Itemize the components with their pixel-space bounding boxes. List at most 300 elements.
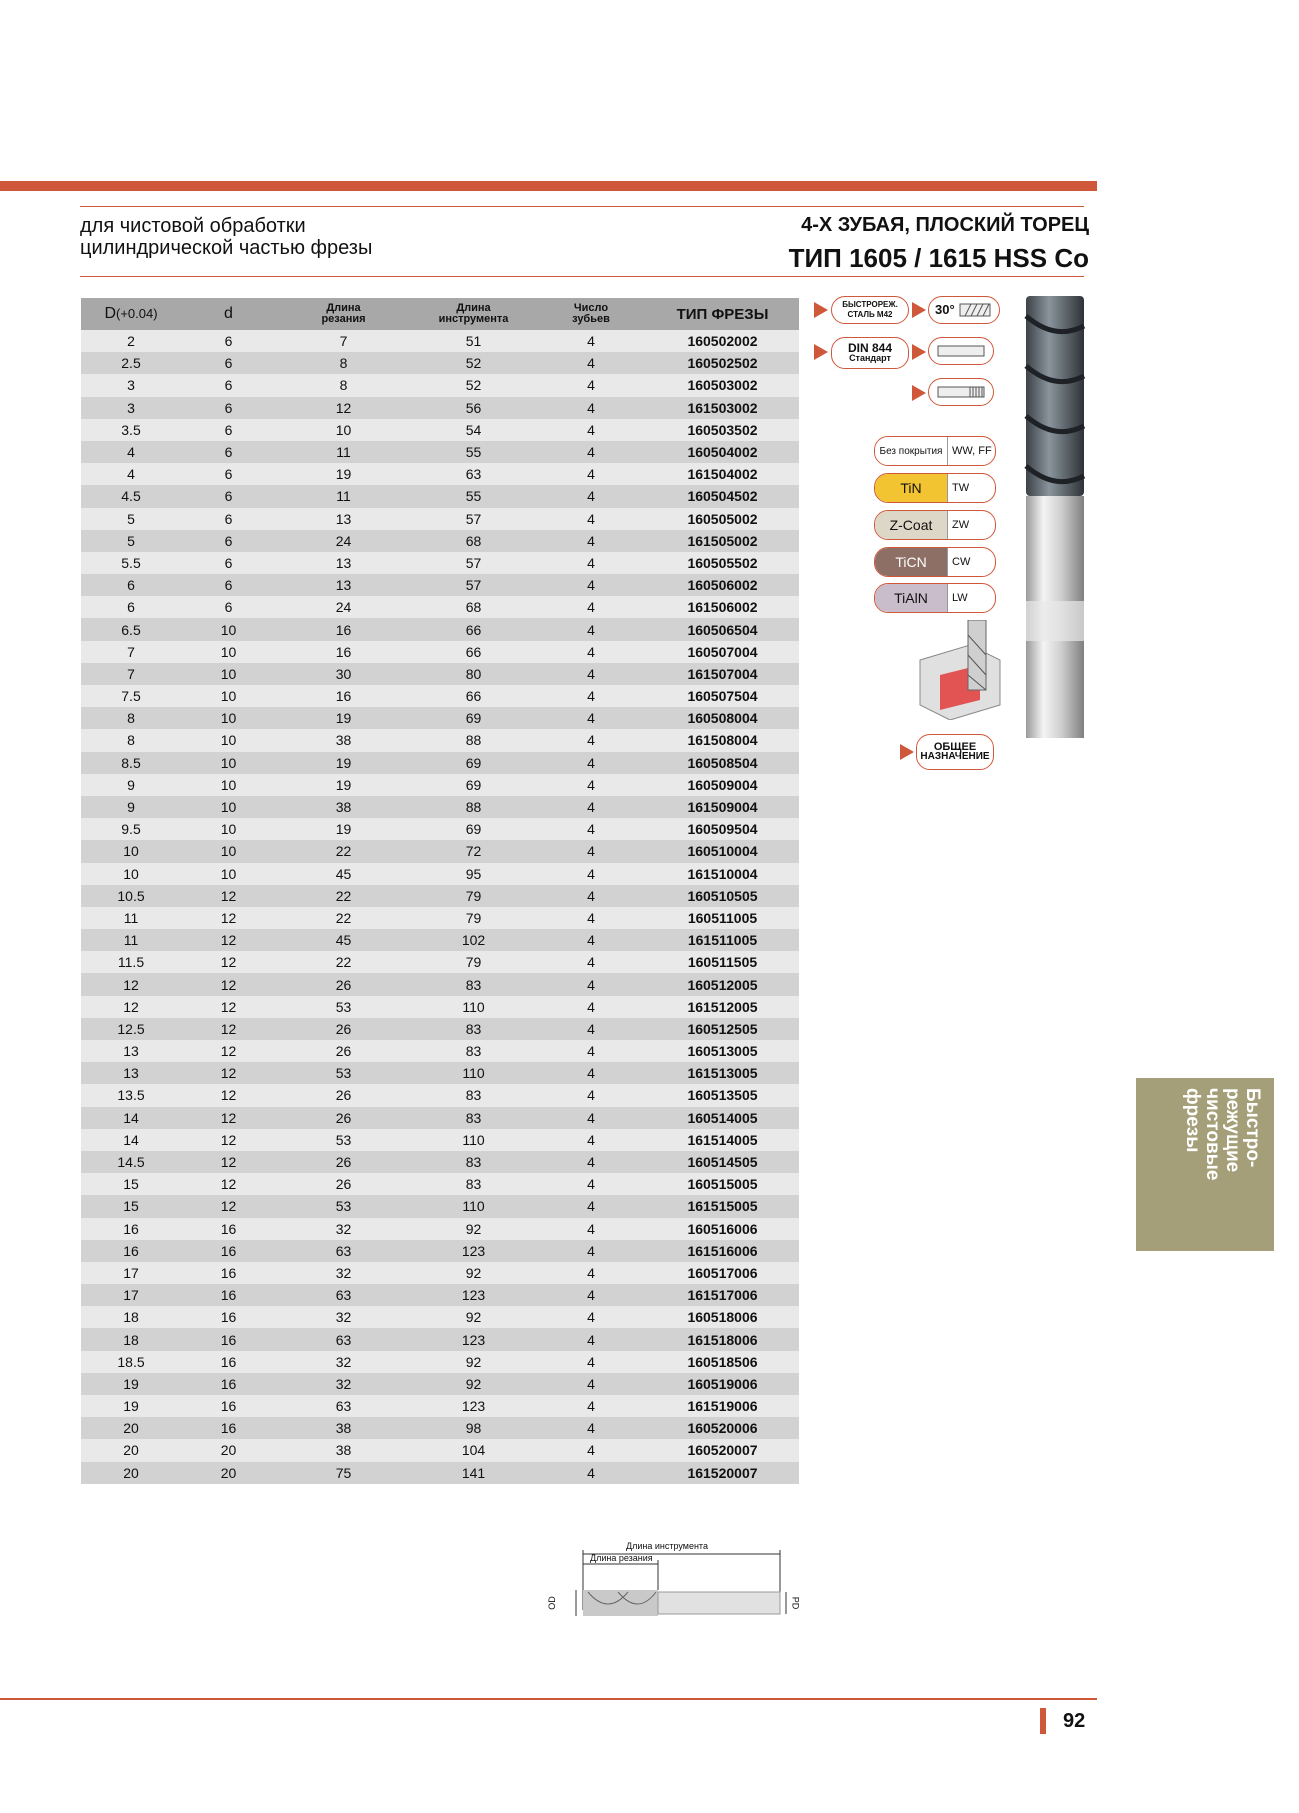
cell-type-code: 160510505 bbox=[646, 885, 799, 907]
cell-tool-length: 92 bbox=[411, 1373, 536, 1395]
cell-type-code: 160509004 bbox=[646, 774, 799, 796]
cell-cut-length: 10 bbox=[276, 419, 411, 441]
cell-d: 6 bbox=[181, 508, 276, 530]
cell-D: 3.5 bbox=[81, 419, 181, 441]
cell-d: 6 bbox=[181, 530, 276, 552]
plain-shank-icon bbox=[936, 343, 986, 359]
top-accent-bar bbox=[0, 181, 1097, 191]
cell-D: 8 bbox=[81, 729, 181, 751]
cell-type-code: 160502502 bbox=[646, 352, 799, 374]
cell-d: 12 bbox=[181, 951, 276, 973]
cell-d: 10 bbox=[181, 863, 276, 885]
table-row bbox=[81, 973, 799, 995]
cell-type-code: 160506504 bbox=[646, 618, 799, 640]
cell-D: 5.5 bbox=[81, 552, 181, 574]
cell-teeth: 4 bbox=[536, 552, 646, 574]
cell-type-code: 161514005 bbox=[646, 1129, 799, 1151]
cell-D: 18 bbox=[81, 1328, 181, 1350]
cell-d: 6 bbox=[181, 485, 276, 507]
table-row bbox=[81, 685, 799, 707]
cell-cut-length: 16 bbox=[276, 685, 411, 707]
table-row bbox=[81, 1107, 799, 1129]
cell-d: 20 bbox=[181, 1462, 276, 1484]
cell-D: 13.5 bbox=[81, 1084, 181, 1106]
cell-type-code: 160504002 bbox=[646, 441, 799, 463]
cell-cut-length: 38 bbox=[276, 729, 411, 751]
cell-type-code: 161506002 bbox=[646, 596, 799, 618]
cell-cut-length: 26 bbox=[276, 1107, 411, 1129]
cell-cut-length: 38 bbox=[276, 1439, 411, 1461]
cell-tool-length: 83 bbox=[411, 973, 536, 995]
table-row bbox=[81, 508, 799, 530]
cell-d: 12 bbox=[181, 929, 276, 951]
cell-teeth: 4 bbox=[536, 397, 646, 419]
cell-tool-length: 98 bbox=[411, 1417, 536, 1439]
cell-d: 10 bbox=[181, 707, 276, 729]
cell-D: 9 bbox=[81, 774, 181, 796]
cell-tool-length: 123 bbox=[411, 1328, 536, 1350]
cell-type-code: 160514505 bbox=[646, 1151, 799, 1173]
table-row bbox=[81, 1173, 799, 1195]
cell-tool-length: 110 bbox=[411, 1062, 536, 1084]
cell-type-code: 161508004 bbox=[646, 729, 799, 751]
cell-cut-length: 63 bbox=[276, 1240, 411, 1262]
cell-type-code: 160503502 bbox=[646, 419, 799, 441]
cell-d: 10 bbox=[181, 752, 276, 774]
table-row bbox=[81, 729, 799, 751]
table-row bbox=[81, 463, 799, 485]
cell-teeth: 4 bbox=[536, 508, 646, 530]
cell-teeth: 4 bbox=[536, 352, 646, 374]
cell-type-code: 160513505 bbox=[646, 1084, 799, 1106]
shank-thread-badge bbox=[928, 378, 994, 406]
section-side-tab bbox=[1136, 1078, 1274, 1251]
table-row bbox=[81, 951, 799, 973]
cell-D: 9.5 bbox=[81, 818, 181, 840]
cell-teeth: 4 bbox=[536, 374, 646, 396]
cell-type-code: 160513005 bbox=[646, 1040, 799, 1062]
cell-teeth: 4 bbox=[536, 1084, 646, 1106]
coating-name: TiN bbox=[875, 474, 947, 502]
side-tab-label: Быстро- режущие чистовые фрезы bbox=[1182, 1088, 1263, 1181]
cell-d: 6 bbox=[181, 352, 276, 374]
cell-cut-length: 26 bbox=[276, 973, 411, 995]
cell-teeth: 4 bbox=[536, 1151, 646, 1173]
cell-cut-length: 19 bbox=[276, 707, 411, 729]
cell-d: 6 bbox=[181, 596, 276, 618]
cell-teeth: 4 bbox=[536, 707, 646, 729]
cell-teeth: 4 bbox=[536, 1351, 646, 1373]
cell-teeth: 4 bbox=[536, 1018, 646, 1040]
cell-type-code: 160507004 bbox=[646, 641, 799, 663]
cell-type-code: 160517006 bbox=[646, 1262, 799, 1284]
cell-d: 12 bbox=[181, 1084, 276, 1106]
cell-type-code: 160506002 bbox=[646, 574, 799, 596]
cell-teeth: 4 bbox=[536, 1306, 646, 1328]
table-row bbox=[81, 441, 799, 463]
cell-d: 10 bbox=[181, 685, 276, 707]
cell-teeth: 4 bbox=[536, 574, 646, 596]
cell-teeth: 4 bbox=[536, 1462, 646, 1484]
table-row bbox=[81, 1351, 799, 1373]
table-row bbox=[81, 996, 799, 1018]
table-header-row bbox=[81, 298, 799, 330]
cell-cut-length: 53 bbox=[276, 1195, 411, 1217]
header-rule-bottom bbox=[80, 276, 1084, 277]
header-rule-top bbox=[80, 206, 1084, 207]
cell-type-code: 160516006 bbox=[646, 1218, 799, 1240]
cell-teeth: 4 bbox=[536, 840, 646, 862]
cell-cut-length: 16 bbox=[276, 618, 411, 640]
table-row bbox=[81, 485, 799, 507]
cell-tool-length: 52 bbox=[411, 352, 536, 374]
shank-plain-badge bbox=[928, 337, 994, 365]
cell-D: 10 bbox=[81, 840, 181, 862]
cell-cut-length: 45 bbox=[276, 929, 411, 951]
cell-tool-length: 92 bbox=[411, 1262, 536, 1284]
cell-tool-length: 123 bbox=[411, 1240, 536, 1262]
table-row bbox=[81, 796, 799, 818]
cell-D: 12 bbox=[81, 996, 181, 1018]
cell-cut-length: 63 bbox=[276, 1328, 411, 1350]
page-number: 92 bbox=[1063, 1710, 1086, 1732]
cut-length-label: Длина резания bbox=[590, 1553, 653, 1563]
cell-cut-length: 13 bbox=[276, 508, 411, 530]
cell-teeth: 4 bbox=[536, 596, 646, 618]
cell-D: 7.5 bbox=[81, 685, 181, 707]
cell-cut-length: 12 bbox=[276, 397, 411, 419]
cell-type-code: 161518006 bbox=[646, 1328, 799, 1350]
cell-cut-length: 32 bbox=[276, 1351, 411, 1373]
cell-type-code: 160512005 bbox=[646, 973, 799, 995]
cell-d: 16 bbox=[181, 1373, 276, 1395]
cell-D: 10.5 bbox=[81, 885, 181, 907]
cell-D: 11.5 bbox=[81, 951, 181, 973]
cell-D: 13 bbox=[81, 1062, 181, 1084]
cell-type-code: 160505502 bbox=[646, 552, 799, 574]
cell-teeth: 4 bbox=[536, 1328, 646, 1350]
table-row bbox=[81, 1328, 799, 1350]
cell-type-code: 160503002 bbox=[646, 374, 799, 396]
cell-type-code: 160514005 bbox=[646, 1107, 799, 1129]
cell-type-code: 161511005 bbox=[646, 929, 799, 951]
table-row bbox=[81, 1195, 799, 1217]
cell-d: 12 bbox=[181, 1062, 276, 1084]
title-line-1: 4-Х ЗУБАЯ, ПЛОСКИЙ ТОРЕЦ bbox=[801, 214, 1089, 236]
cell-type-code: 161507004 bbox=[646, 663, 799, 685]
col-header-type: ТИП ФРЕЗЫ bbox=[646, 298, 799, 330]
cell-d: 10 bbox=[181, 663, 276, 685]
cell-type-code: 161513005 bbox=[646, 1062, 799, 1084]
cell-tool-length: 68 bbox=[411, 596, 536, 618]
cell-tool-length: 69 bbox=[411, 774, 536, 796]
cell-d: 16 bbox=[181, 1306, 276, 1328]
cell-D: 3 bbox=[81, 397, 181, 419]
cell-cut-length: 32 bbox=[276, 1218, 411, 1240]
helix-30-badge bbox=[928, 296, 1000, 324]
cell-d: 16 bbox=[181, 1351, 276, 1373]
cell-cut-length: 63 bbox=[276, 1284, 411, 1306]
table-row bbox=[81, 397, 799, 419]
cell-type-code: 161510004 bbox=[646, 863, 799, 885]
cell-teeth: 4 bbox=[536, 796, 646, 818]
cell-cut-length: 53 bbox=[276, 1062, 411, 1084]
dimension-diagram bbox=[548, 1550, 801, 1630]
table-row bbox=[81, 330, 799, 352]
thread-arrow-icon bbox=[912, 385, 926, 401]
table-row bbox=[81, 419, 799, 441]
cell-D: 12.5 bbox=[81, 1018, 181, 1040]
cell-type-code: 161517006 bbox=[646, 1284, 799, 1306]
cell-d: 6 bbox=[181, 397, 276, 419]
cell-cut-length: 32 bbox=[276, 1306, 411, 1328]
cell-tool-length: 95 bbox=[411, 863, 536, 885]
cell-d: 12 bbox=[181, 907, 276, 929]
cell-tool-length: 79 bbox=[411, 907, 536, 929]
cell-type-code: 160511005 bbox=[646, 907, 799, 929]
cell-cut-length: 30 bbox=[276, 663, 411, 685]
cell-tool-length: 104 bbox=[411, 1439, 536, 1461]
footer-rule bbox=[0, 1698, 1097, 1700]
cell-teeth: 4 bbox=[536, 685, 646, 707]
cell-D: 16 bbox=[81, 1218, 181, 1240]
coating-code: TW bbox=[947, 474, 995, 502]
cell-cut-length: 16 bbox=[276, 641, 411, 663]
table-row bbox=[81, 907, 799, 929]
cell-d: 12 bbox=[181, 1040, 276, 1062]
cell-tool-length: 79 bbox=[411, 951, 536, 973]
cell-d: 6 bbox=[181, 374, 276, 396]
coating-name: TiAlN bbox=[875, 584, 947, 612]
cell-teeth: 4 bbox=[536, 774, 646, 796]
cell-d: 12 bbox=[181, 1195, 276, 1217]
col-header-tool-length: Длина инструмента bbox=[411, 298, 536, 330]
cell-cut-length: 24 bbox=[276, 596, 411, 618]
cell-D: 18 bbox=[81, 1306, 181, 1328]
table-row bbox=[81, 663, 799, 685]
din-arrow-icon bbox=[814, 344, 828, 360]
cell-d: 6 bbox=[181, 463, 276, 485]
cell-D: 2.5 bbox=[81, 352, 181, 374]
cell-D: 13 bbox=[81, 1040, 181, 1062]
cell-cut-length: 8 bbox=[276, 374, 411, 396]
cell-type-code: 161503002 bbox=[646, 397, 799, 419]
cell-d: 16 bbox=[181, 1218, 276, 1240]
cell-D: 14 bbox=[81, 1129, 181, 1151]
table-body bbox=[81, 330, 799, 1484]
cell-tool-length: 69 bbox=[411, 707, 536, 729]
cell-teeth: 4 bbox=[536, 618, 646, 640]
cell-teeth: 4 bbox=[536, 1173, 646, 1195]
cell-teeth: 4 bbox=[536, 463, 646, 485]
table-row bbox=[81, 1439, 799, 1461]
cell-teeth: 4 bbox=[536, 1218, 646, 1240]
cell-cut-length: 26 bbox=[276, 1084, 411, 1106]
cell-type-code: 160509504 bbox=[646, 818, 799, 840]
cell-tool-length: 83 bbox=[411, 1018, 536, 1040]
helix-angle-label: 30° bbox=[935, 302, 955, 317]
table-row bbox=[81, 1373, 799, 1395]
cell-D: 8 bbox=[81, 707, 181, 729]
cell-D: 14.5 bbox=[81, 1151, 181, 1173]
cell-d: 12 bbox=[181, 1173, 276, 1195]
cell-tool-length: 57 bbox=[411, 574, 536, 596]
cell-type-code: 160502002 bbox=[646, 330, 799, 352]
cell-d: 6 bbox=[181, 552, 276, 574]
coating-code: ZW bbox=[947, 511, 995, 539]
cell-cut-length: 26 bbox=[276, 1151, 411, 1173]
hss-arrow-icon bbox=[814, 302, 828, 318]
coating-name: Z-Coat bbox=[875, 511, 947, 539]
cell-D: 12 bbox=[81, 973, 181, 995]
cell-teeth: 4 bbox=[536, 907, 646, 929]
cell-tool-length: 88 bbox=[411, 729, 536, 751]
cell-cut-length: 22 bbox=[276, 885, 411, 907]
cell-D: 19 bbox=[81, 1395, 181, 1417]
cell-D: 16 bbox=[81, 1240, 181, 1262]
col-header-D: D(+0.04) bbox=[81, 298, 181, 330]
cell-d: 16 bbox=[181, 1417, 276, 1439]
cell-cut-length: 63 bbox=[276, 1395, 411, 1417]
page-number-marker bbox=[1040, 1708, 1046, 1734]
table-row bbox=[81, 1284, 799, 1306]
shank-arrow-icon bbox=[912, 344, 926, 360]
cell-tool-length: 83 bbox=[411, 1084, 536, 1106]
cell-D: 18.5 bbox=[81, 1351, 181, 1373]
cell-D: 4 bbox=[81, 463, 181, 485]
hss-m42-badge: БЫСТРОРЕЖ. СТАЛЬ M42 bbox=[831, 296, 909, 324]
cell-teeth: 4 bbox=[536, 1062, 646, 1084]
cell-type-code: 160508004 bbox=[646, 707, 799, 729]
table-row bbox=[81, 1306, 799, 1328]
cell-type-code: 160510004 bbox=[646, 840, 799, 862]
coating-name: TiCN bbox=[875, 548, 947, 576]
coating-item bbox=[874, 510, 996, 540]
cell-d: 10 bbox=[181, 641, 276, 663]
cell-teeth: 4 bbox=[536, 1439, 646, 1461]
cell-teeth: 4 bbox=[536, 663, 646, 685]
cell-D: 5 bbox=[81, 530, 181, 552]
coating-item bbox=[874, 473, 996, 503]
cell-type-code: 161504002 bbox=[646, 463, 799, 485]
cell-type-code: 160519006 bbox=[646, 1373, 799, 1395]
helix-arrow-icon bbox=[912, 302, 926, 318]
cell-teeth: 4 bbox=[536, 419, 646, 441]
cell-cut-length: 19 bbox=[276, 818, 411, 840]
cell-tool-length: 110 bbox=[411, 1129, 536, 1151]
cell-cut-length: 8 bbox=[276, 352, 411, 374]
cell-cut-length: 7 bbox=[276, 330, 411, 352]
col-header-teeth: Число зубьев bbox=[536, 298, 646, 330]
cell-tool-length: 66 bbox=[411, 618, 536, 640]
cell-tool-length: 51 bbox=[411, 330, 536, 352]
cell-tool-length: 110 bbox=[411, 996, 536, 1018]
coating-item bbox=[874, 436, 996, 466]
title-line-2: ТИП 1605 / 1615 HSS Co bbox=[788, 243, 1089, 273]
table-row bbox=[81, 1018, 799, 1040]
cell-type-code: 160515005 bbox=[646, 1173, 799, 1195]
cell-d: 12 bbox=[181, 1107, 276, 1129]
helix-icon bbox=[959, 302, 991, 318]
cell-D: 6 bbox=[81, 574, 181, 596]
coating-code: LW bbox=[947, 584, 995, 612]
table-row bbox=[81, 1395, 799, 1417]
table-row bbox=[81, 1040, 799, 1062]
cell-cut-length: 45 bbox=[276, 863, 411, 885]
table-row bbox=[81, 1084, 799, 1106]
cell-cut-length: 26 bbox=[276, 1040, 411, 1062]
cell-d: 6 bbox=[181, 419, 276, 441]
col-header-cut-length: Длина резания bbox=[276, 298, 411, 330]
cell-tool-length: 80 bbox=[411, 663, 536, 685]
cell-cut-length: 53 bbox=[276, 1129, 411, 1151]
cell-teeth: 4 bbox=[536, 1417, 646, 1439]
cell-type-code: 161520007 bbox=[646, 1462, 799, 1484]
cell-d: 10 bbox=[181, 796, 276, 818]
cell-d: 16 bbox=[181, 1284, 276, 1306]
cell-tool-length: 123 bbox=[411, 1284, 536, 1306]
cell-D: 15 bbox=[81, 1173, 181, 1195]
cell-type-code: 160511505 bbox=[646, 951, 799, 973]
cell-type-code: 160508504 bbox=[646, 752, 799, 774]
general-purpose-badge: ОБЩЕЕ НАЗНАЧЕНИЕ bbox=[916, 734, 994, 770]
cell-D: 20 bbox=[81, 1417, 181, 1439]
cell-cut-length: 19 bbox=[276, 752, 411, 774]
cell-teeth: 4 bbox=[536, 818, 646, 840]
cell-D: 5 bbox=[81, 508, 181, 530]
cell-d: 12 bbox=[181, 973, 276, 995]
cell-tool-length: 63 bbox=[411, 463, 536, 485]
cell-teeth: 4 bbox=[536, 1262, 646, 1284]
cell-tool-length: 56 bbox=[411, 397, 536, 419]
cell-tool-length: 83 bbox=[411, 1107, 536, 1129]
cell-tool-length: 66 bbox=[411, 685, 536, 707]
cell-type-code: 160518506 bbox=[646, 1351, 799, 1373]
table-row bbox=[81, 752, 799, 774]
table-row bbox=[81, 929, 799, 951]
cell-type-code: 161516006 bbox=[646, 1240, 799, 1262]
coating-code: WW, FF bbox=[947, 437, 995, 465]
cell-d: 20 bbox=[181, 1439, 276, 1461]
cell-teeth: 4 bbox=[536, 885, 646, 907]
cell-tool-length: 88 bbox=[411, 796, 536, 818]
cell-cut-length: 24 bbox=[276, 530, 411, 552]
cell-cut-length: 26 bbox=[276, 1173, 411, 1195]
cell-type-code: 161515005 bbox=[646, 1195, 799, 1217]
cell-teeth: 4 bbox=[536, 1195, 646, 1217]
cell-type-code: 161512005 bbox=[646, 996, 799, 1018]
cell-tool-length: 68 bbox=[411, 530, 536, 552]
cell-d: 10 bbox=[181, 818, 276, 840]
coating-item bbox=[874, 583, 996, 613]
cell-tool-length: 54 bbox=[411, 419, 536, 441]
cell-D: 6.5 bbox=[81, 618, 181, 640]
cell-teeth: 4 bbox=[536, 530, 646, 552]
cell-tool-length: 141 bbox=[411, 1462, 536, 1484]
cell-D: 3 bbox=[81, 374, 181, 396]
cell-d: 16 bbox=[181, 1395, 276, 1417]
table-row bbox=[81, 1151, 799, 1173]
cell-D: 10 bbox=[81, 863, 181, 885]
cell-teeth: 4 bbox=[536, 951, 646, 973]
cell-D: 9 bbox=[81, 796, 181, 818]
table-row bbox=[81, 1462, 799, 1484]
pd-label: PD bbox=[790, 1596, 801, 1610]
cell-teeth: 4 bbox=[536, 485, 646, 507]
cell-D: 19 bbox=[81, 1373, 181, 1395]
cell-tool-length: 55 bbox=[411, 485, 536, 507]
cell-teeth: 4 bbox=[536, 641, 646, 663]
